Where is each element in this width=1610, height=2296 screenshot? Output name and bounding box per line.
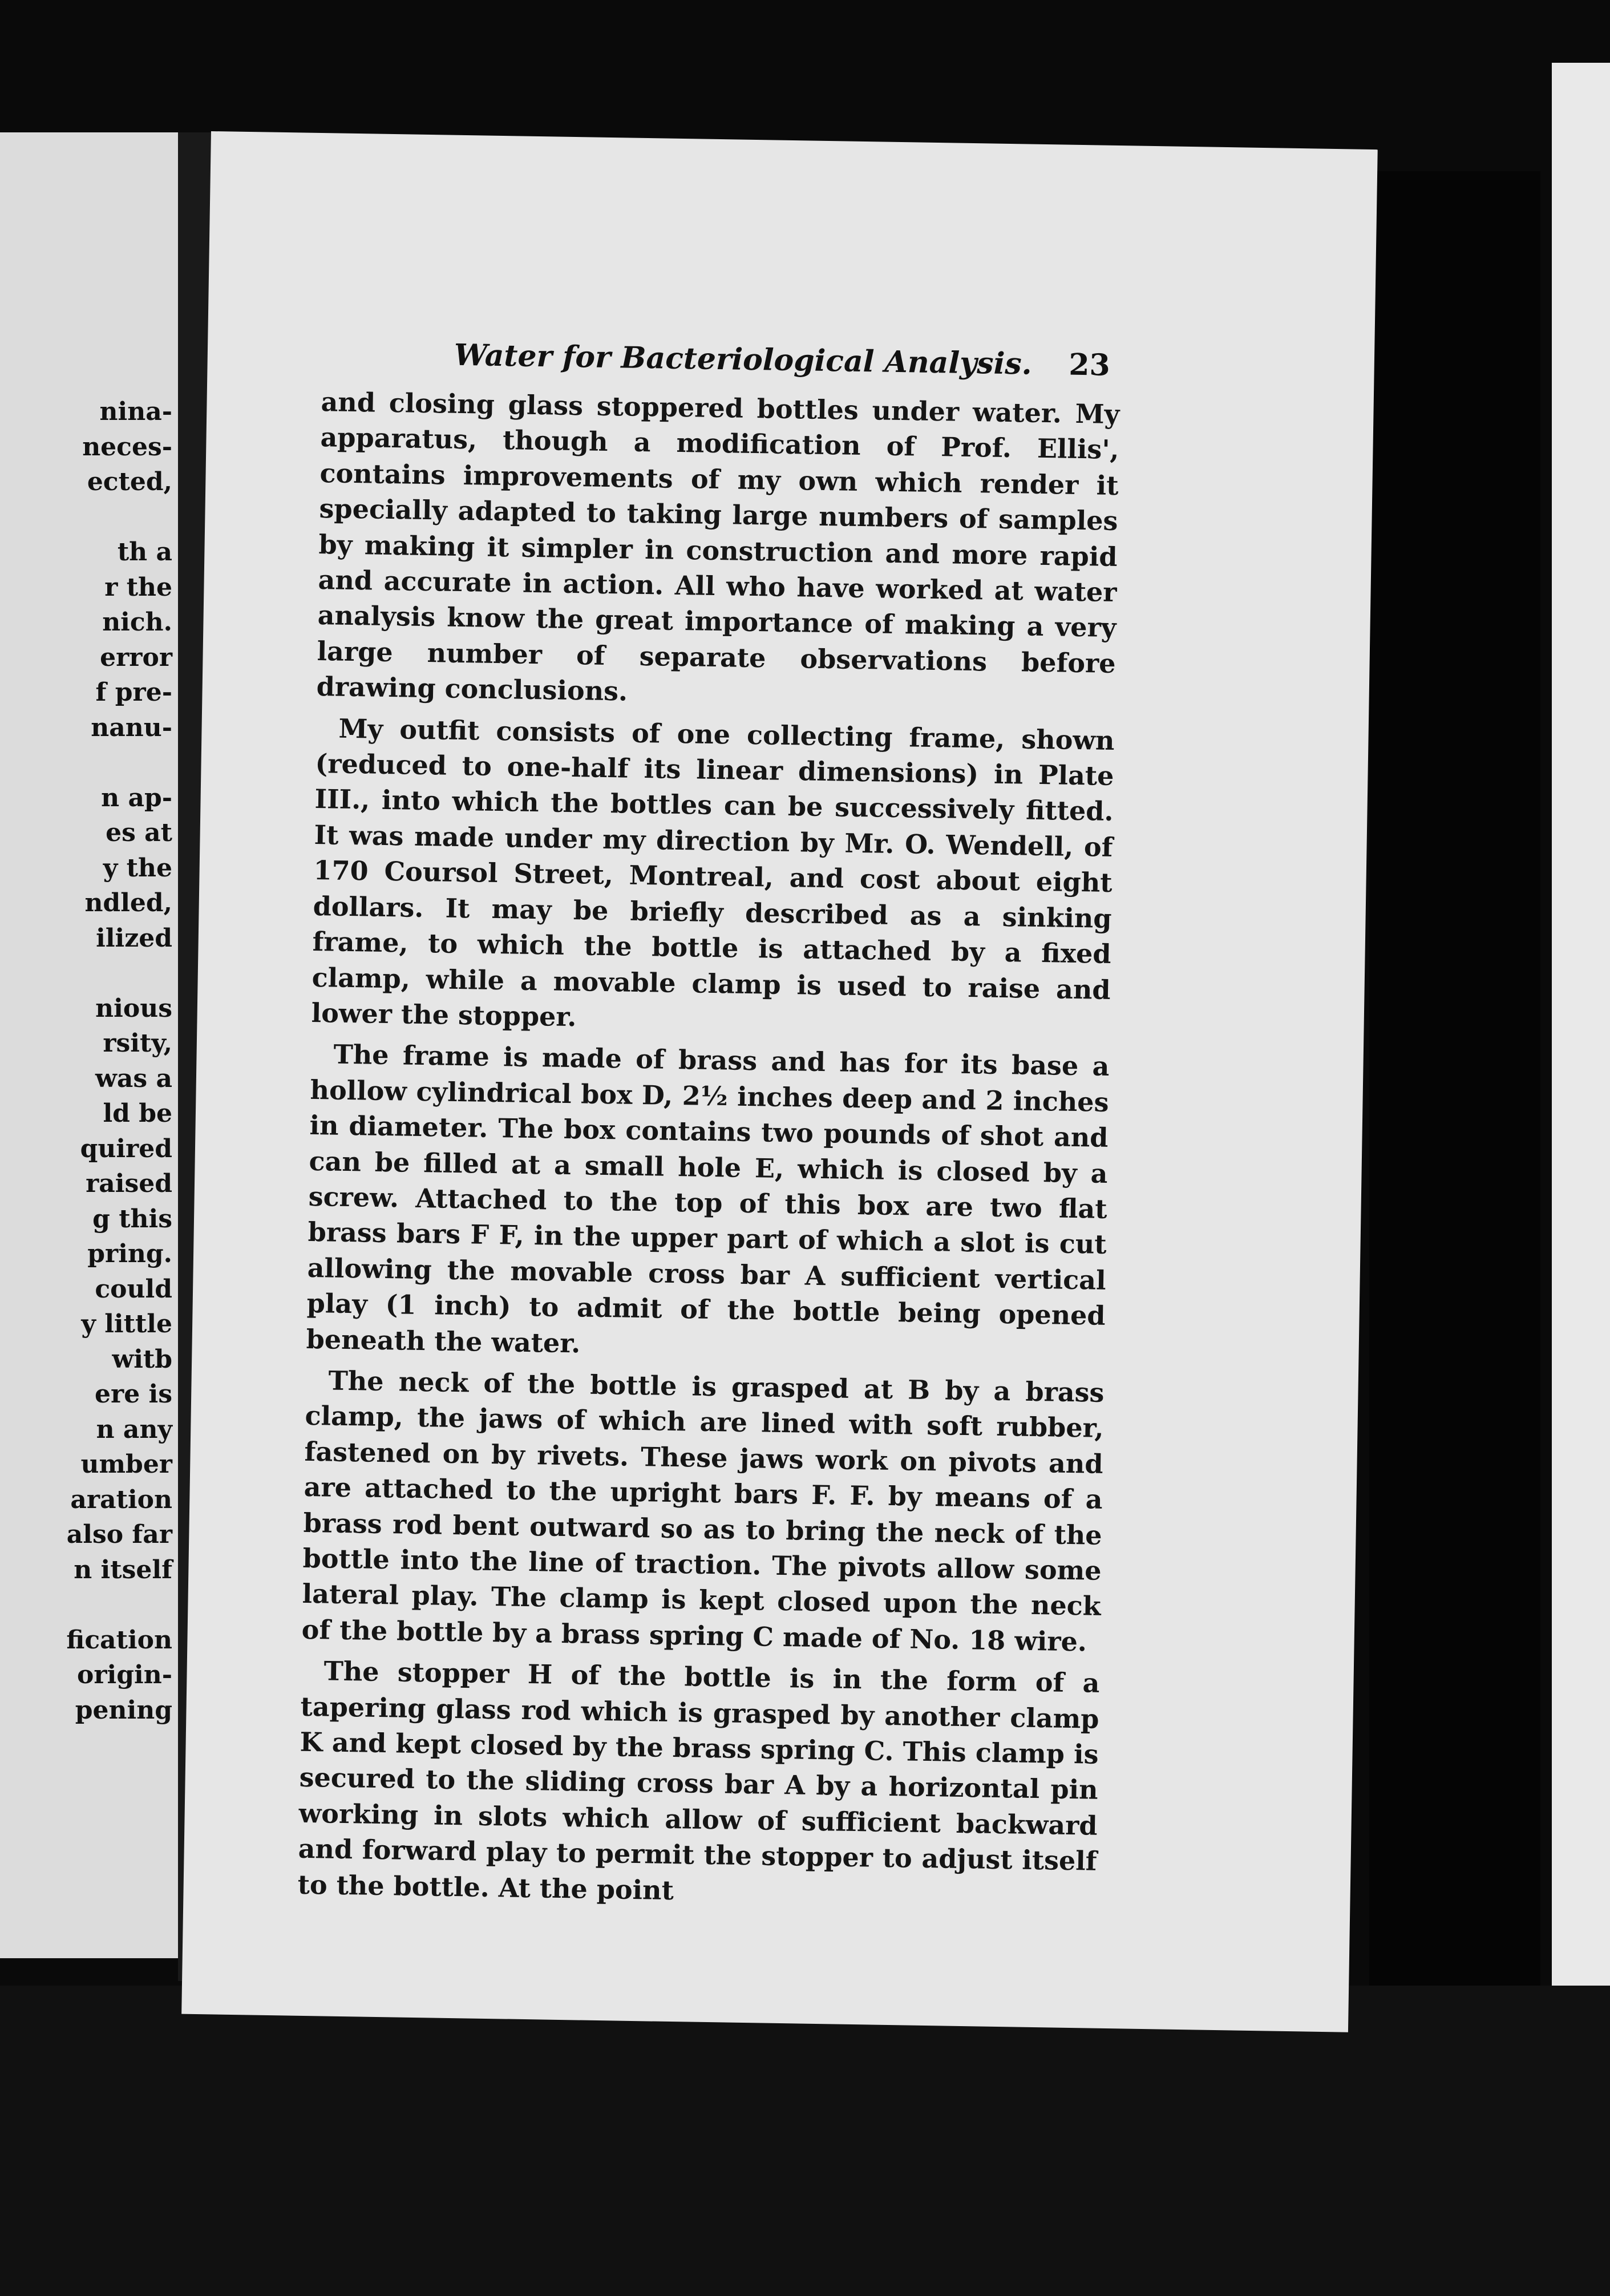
book-edge-dark [1369,171,1540,1997]
left-page-line: nious [95,993,172,1023]
left-page-line: ected, [87,467,172,496]
left-page-line: neces- [82,432,172,462]
left-page-line: n ap- [101,783,172,813]
left-page-line: nanu- [91,713,172,742]
left-page-line: fication [66,1625,172,1655]
left-page-line: ilized [96,923,172,953]
left-page-line: witb [112,1344,172,1374]
paragraph: The frame is made of brass and has for its base a hollow cylindrical box D, 2½ inches deep and 2 inches in diameter. The box contains two pounds of shot and can be filled at a small hole E, which is closed by a screw. Attached to the top of this box are two flat brass bars F F, in the upper part of which a slot is cut allowing the movable cross bar A sufficient vertical play (1 inch) to admit of the bottle being opened beneath the water. [306,1038,1110,1359]
scan-background [0,1986,1610,2296]
left-page-line: rsity, [103,1029,172,1058]
left-page-line: g this [92,1204,172,1234]
left-page-line: r the [104,572,172,602]
left-page-line: origin- [77,1660,172,1689]
left-page-line: aration [70,1485,172,1514]
paragraph: The stopper H of the bottle is in the form of a tapering glass rod which is grasped by another clamp K and kept closed by the brass spring C. This clamp is secured to the sliding cross bar A by a horizontal pin working in slots which allow of sufficient backward and forward play to permit the stopper to adjust itself to the bottle. At the point [297,1655,1100,1906]
left-page-line: ld be [103,1099,172,1128]
left-page-line: nich. [102,608,172,637]
left-page-line: y the [103,853,172,883]
left-page-line: raised [86,1169,172,1198]
left-page-line: n any [96,1414,172,1444]
left-page-fragment [0,132,178,1958]
page-header [454,338,1110,383]
left-page-line: f pre- [95,678,172,707]
left-page-line: umber [80,1450,172,1479]
left-page-line: es at [106,818,172,847]
book-page [181,131,1378,2032]
left-page-line: error [100,642,172,672]
left-page-line: n itself [74,1555,172,1584]
book-edge-light [1552,63,1610,2043]
left-page-line: also far [66,1520,172,1549]
left-page-line: could [95,1274,172,1304]
left-page-line: y little [81,1309,172,1339]
left-page-line: was a [95,1064,172,1093]
left-page-line: th a [117,537,172,567]
left-page-line: ndled, [84,888,172,917]
running-head: Water for Bacteriological Analysis. [454,337,1033,382]
left-page-line: pening [75,1695,172,1725]
body-text [297,384,1120,1915]
paragraph: and closing glass stoppered bottles under water. My apparatus, though a modification of Prof. Ellis', contains improvements of my own which render it specially adapted to taking large numbers of samples by making it simpler in construction and more rapid and accurate in action. All who have worked at water analysis know the great importance of making a very large number of separate observations before drawing conclusions. [316,386,1120,707]
left-page-line: nina- [99,397,172,426]
paragraph: The neck of the bottle is grasped at B by a brass clamp, the jaws of which are lined with soft rubber, fastened on by rivets. These jaws work on pivots and are attached to the upright bars F. F. by means of a brass rod bent outward so as to bring the neck of the bottle into the line of traction. The pivots allow some lateral play. The clamp is kept closed upon the neck of the bottle by a brass spring C made of No. 18 wire. [301,1365,1105,1658]
left-page-line: ere is [95,1380,172,1409]
page-number: 23 [1068,347,1111,383]
paragraph: My outfit consists of one collecting frame, shown (reduced to one-half its linear dimensions) in Plate III., into which the bottles can be successively fitted. It was made under my direction by Mr. O. Wendell, of 170 Coursol Street, Montreal, and cost about eight dollars. It may be briefly described as a sinking frame, to which the bottle is attached by a fixed clamp, while a movable clamp is used to raise and lower the stopper. [311,713,1115,1033]
left-page-line: quired [80,1134,172,1163]
left-page-line: pring. [87,1239,172,1268]
